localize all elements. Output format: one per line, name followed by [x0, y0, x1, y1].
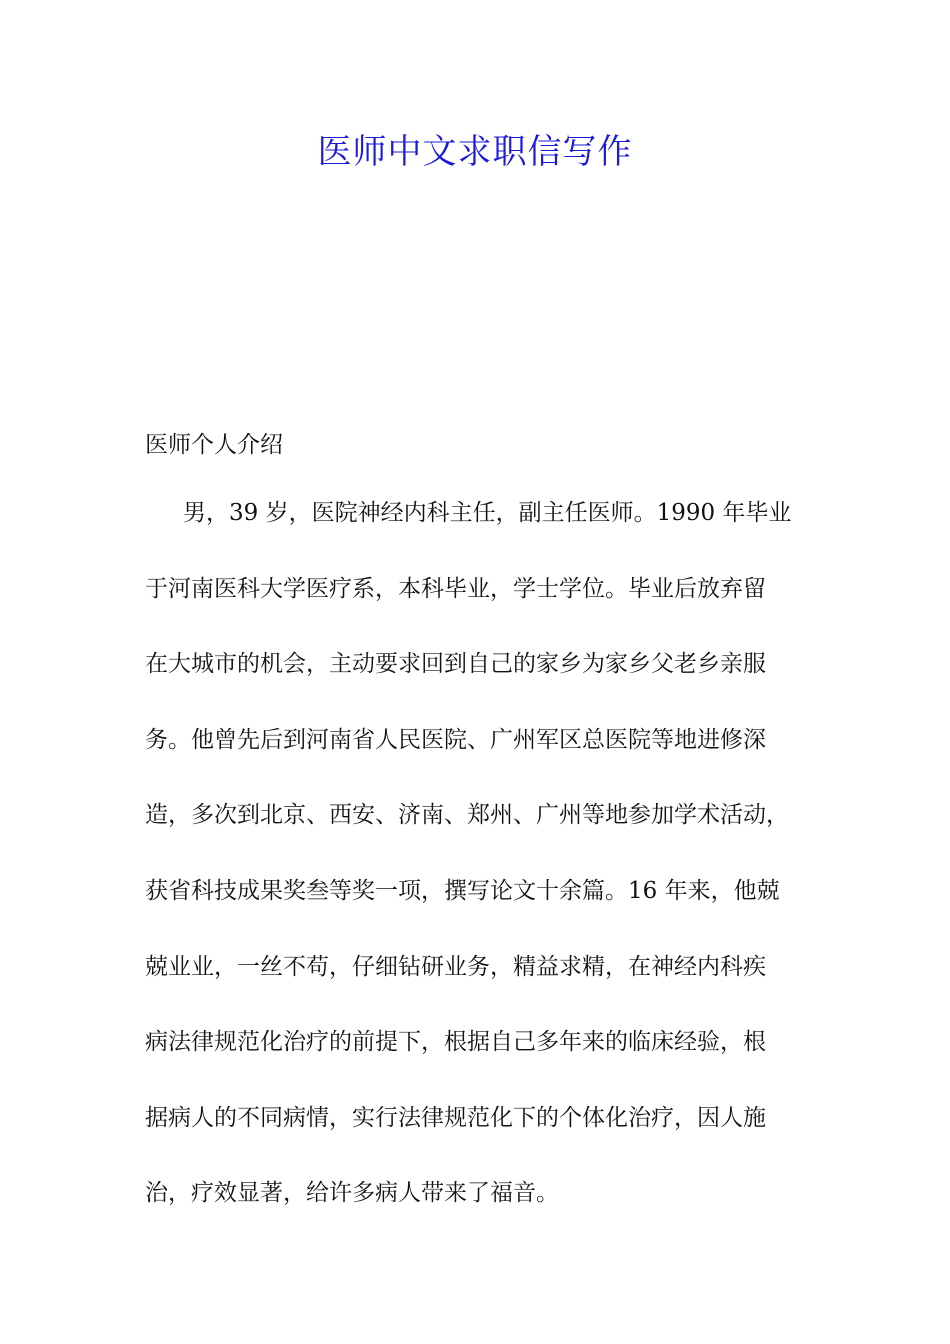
paragraph-line: 务。他曾先后到河南省人民医院、广州军区总医院等地进修深	[145, 726, 766, 753]
paragraph-line: 于河南医科大学医疗系，本科毕业，学士学位。毕业后放弃留	[145, 575, 766, 602]
paragraph-line: 造，多次到北京、西安、济南、郑州、广州等地参加学术活动，	[145, 802, 789, 829]
document-title: 医师中文求职信写作	[317, 132, 633, 172]
paragraph-line: 据病人的不同病情，实行法律规范化下的个体化治疗，因人施	[145, 1104, 766, 1131]
body-paragraph	[145, 493, 835, 1249]
paragraph-line: 获省科技成果奖叁等奖一项，撰写论文十余篇。16 年来，他兢	[145, 877, 780, 904]
paragraph-line: 兢业业，一丝不苟，仔细钻研业务，精益求精，在神经内科疾	[145, 953, 766, 980]
paragraph-line: 在大城市的机会，主动要求回到自己的家乡为家乡父老乡亲服	[145, 651, 766, 678]
paragraph-line: 病法律规范化治疗的前提下，根据自己多年来的临床经验，根	[145, 1029, 766, 1056]
paragraph-line: 治，疗效显著，给许多病人带来了福音。	[145, 1180, 559, 1207]
paragraph-line: 男，39 岁，医院神经内科主任，副主任医师。1990 年毕业	[183, 500, 792, 526]
section-heading: 医师个人介绍	[145, 432, 283, 458]
